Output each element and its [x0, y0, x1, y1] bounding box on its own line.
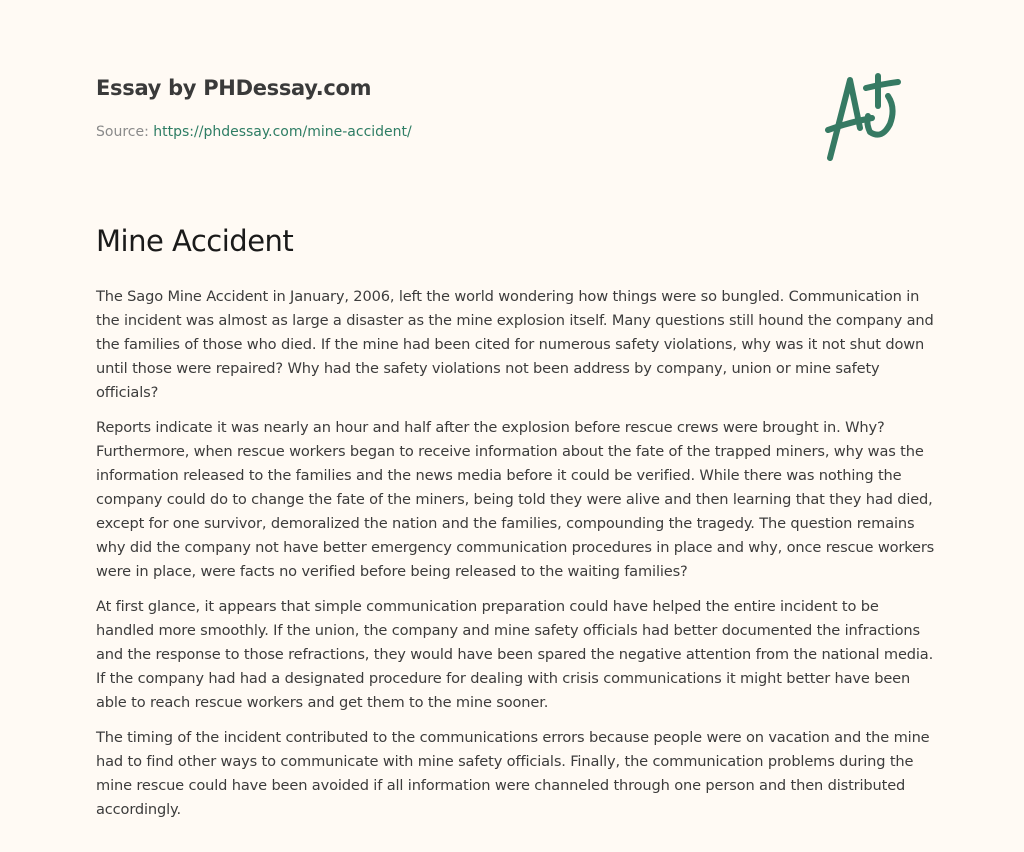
paragraph: The Sago Mine Accident in January, 2006, left the world wondering how things were so bungled. Communication in the incident was almost as large a disaster as the mine explosion itself. Many questions still hound the company and the families of those who died. If the mine had been cited for numerous safety violations, why was it not shut down until those were repaired? Why had the safety violations not been address by company, union or mine safety officials? [96, 288, 934, 401]
source-line [96, 124, 412, 140]
paragraph: At first glance, it appears that simple communication preparation could have helped the entire incident to be handled more smoothly. If the union, the company and mine safety officials had better documented the infractions and the response to those refractions, they would have been spared the negative attention from the national media. If the company had had a designated procedure for dealing with crisis communications it might better have been able to reach rescue workers and get them to the mine sooner. [96, 598, 934, 711]
source-label: Source: [96, 124, 149, 140]
paragraph: The timing of the incident contributed to the communications errors because people were on vacation and the mine had to find other ways to communicate with mine safety officials. Finally, the communication problems during the mine rescue could have been avoided if all information were channeled through one person and then distributed accordingly. [96, 729, 930, 818]
paragraph: Reports indicate it was nearly an hour and half after the explosion before rescue crews were brought in. Why? Furthermore, when rescue workers began to receive information about the fate of the trapped miners, why was the information released to the families and the news media before it could be verified. While there was nothing the company could do to change the fate of the miners, being told they were alive and then learning that they had died, except for one survivor, demoralized the nation and the families, compounding the tragedy. The question remains why did the company not have better emergency communication procedures in place and why, once rescue workers were in place, were facts no verified before being released to the waiting families? [96, 419, 935, 580]
a-plus-logo-icon [820, 68, 930, 168]
article-title: Mine Accident [96, 224, 294, 258]
site-title: Essay by PHDessay.com [96, 76, 372, 100]
article-body [96, 285, 936, 833]
source-link[interactable]: https://phdessay.com/mine-accident/ [153, 124, 412, 140]
